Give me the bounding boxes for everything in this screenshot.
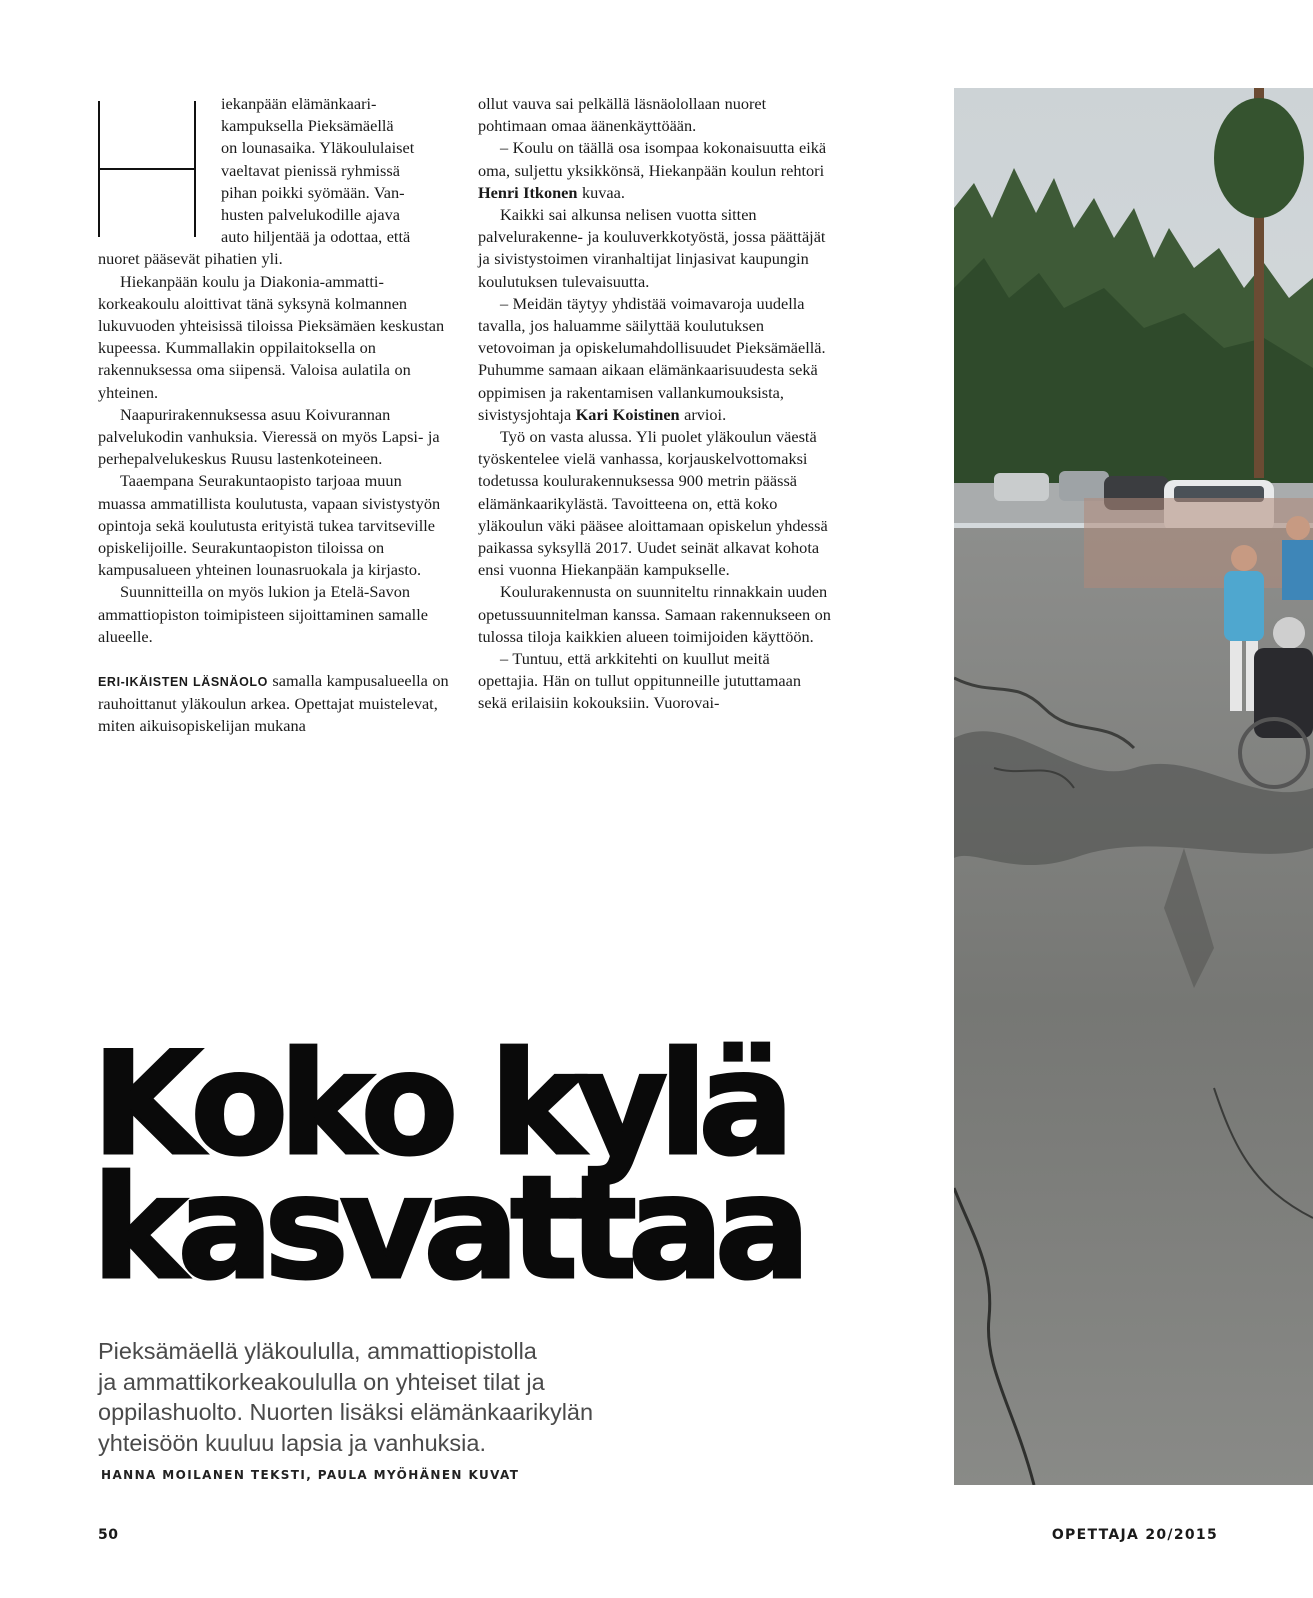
ingress-line: ja ammattikorkeakoululla on yhteiset tilat ja bbox=[98, 1368, 545, 1395]
text-line: iekanpään elämänkaari- bbox=[221, 94, 377, 113]
paragraph-text: – Meidän täytyy yhdistää voimavaroja uudella tavalla, jos haluamme säilyttää koulutuksen vetovoiman ja opiskelumahdollisuudet Pieksämäellä. Puhumme samaan aikaan elämänkaarisuudesta sekä oppimisen ja rakentamisen vallankumouksista, sivistysjohtaja bbox=[478, 293, 826, 424]
page-number: 50 bbox=[98, 1527, 119, 1543]
paragraph: Työ on vasta alussa. Yli puolet yläkoulun väestä työskentelee vielä vanhassa, korjauskelvottomaksi todetussa koulurakennuksessa 900 metrin päässä elämänkaarikylästä. Tavoitteena on, että koko yläkoulun väki pääsee aloittamaan opiskelun yhdessä paikassa syksyllä 2017. Uudet seinät alkavat kohota ensi vuonna Hiekanpään kampukselle. bbox=[478, 427, 828, 580]
paragraph: Koulurakennusta on suunniteltu rinnakkain uuden opetussuunnitelman kanssa. Samaan rakennukseen on tulossa tiloja kaikkien alueen toimijoiden käyttöön. bbox=[478, 582, 831, 646]
paragraph-text: arvioi. bbox=[679, 404, 727, 424]
paragraph: Hiekanpään koulu ja Diakonia-ammattikorkeakoulu aloittivat tänä syksynä kolmannen lukuvuoden yhteisissä tiloissa Pieksämäen keskustan kupeessa. Kummallakin oppilaitoksella on rakennuksessa oma siipensä. Valoisa aulatila on yhteinen. bbox=[98, 271, 445, 402]
paragraph: Naapurirakennuksessa asuu Koivurannan palvelukodin vanhuksia. Vieressä on myös Lapsi- ja perhepalvelukeskus Ruusu lastenkoteineen. bbox=[98, 404, 440, 469]
text-line: vaeltavat pienissä ryhmissä bbox=[221, 160, 400, 180]
paragraph: Taaempana Seurakuntaopisto tarjoaa muun muassa ammatillista koulutusta, vapaan sivistystyön opintoja sekä koulutusta erityistä tukea tarvitseville opiskelijoille. Seurakuntaopiston tiloissa on kampusalueen yhteinen lounasruokala ja kirjasto. bbox=[98, 471, 441, 580]
paragraph: ollut vauva sai pelkällä läsnäolollaan nuoret pohtimaan omaa äänenkäyttöään. bbox=[478, 94, 767, 136]
issue-label: OPETTAJA 20/2015 bbox=[1051, 1527, 1218, 1543]
headline-line: kasvattaa bbox=[92, 1146, 802, 1311]
article-headline bbox=[92, 1022, 802, 1311]
person-name: Henri Itkonen bbox=[478, 182, 578, 202]
paragraph bbox=[478, 293, 834, 426]
text-line: husten palvelukodille ajava bbox=[221, 205, 400, 225]
person-name: Kari Koistinen bbox=[575, 404, 680, 424]
headline-line: Koko kylä bbox=[92, 1022, 786, 1187]
text-line: auto hiljentää ja odottaa, että bbox=[221, 227, 411, 247]
paragraph: Kaikki sai alkunsa nelisen vuotta sitten palvelurakenne- ja kouluverkkotyöstä, jossa päättäjät ja sivistystoimen viranhaltijat linjasivat kaupungin koulutuksen tulevaisuutta. bbox=[478, 205, 826, 291]
paragraph-text: kuvaa. bbox=[577, 182, 625, 202]
paragraph: Suunnitteilla on myös lukion ja Etelä-Savon ammattiopiston toimipisteen sijoittaminen samalle alueelle. bbox=[98, 582, 428, 646]
article-ingress bbox=[98, 1336, 618, 1458]
paragraph bbox=[98, 670, 454, 738]
article-column-1 bbox=[98, 93, 454, 738]
lead-in: ERI-IKÄISTEN LÄSNÄOLO bbox=[98, 675, 268, 690]
paragraph: nuoret pääsevät pihatien yli. bbox=[98, 249, 283, 269]
dropcap-block bbox=[98, 93, 454, 248]
article-photo bbox=[954, 88, 1313, 1485]
byline: HANNA MOILANEN TEKSTI, PAULA MYÖHÄNEN KUVAT bbox=[101, 1468, 520, 1482]
text-line: on lounasaika. Yläkoululaiset bbox=[221, 138, 415, 158]
article-column-2 bbox=[478, 93, 834, 715]
paragraph-text: samalla kampusalueella on rauhoittanut yläkoulun arkea. Opettajat muistelevat, miten aikuisopiskelijan mukana bbox=[98, 671, 449, 736]
photo-illustration bbox=[954, 88, 1313, 1485]
ingress-line: yhteisöön kuuluu lapsia ja vanhuksia. bbox=[98, 1429, 487, 1456]
paragraph-text: – Koulu on täällä osa isompaa kokonaisuutta eikä oma, suljettu yksikkönsä, Hiekanpään koulun rehtori bbox=[478, 138, 827, 180]
ingress-line: Pieksämäellä yläkoululla, ammattiopistolla bbox=[98, 1338, 537, 1364]
paragraph bbox=[478, 137, 834, 204]
dropcap-letter bbox=[98, 97, 198, 237]
text-line: pihan poikki syömään. Van- bbox=[221, 182, 405, 202]
text-line: kampuksella Pieksämäellä bbox=[221, 116, 394, 136]
ingress-line: oppilashuolto. Nuorten lisäksi elämänkaarikylän bbox=[98, 1399, 594, 1425]
paragraph: – Tuntuu, että arkkitehti on kuullut meitä opettajia. Hän on tullut oppitunneille jututtamaan sekä erilaisiin kokouksiin. Vuorovai- bbox=[478, 649, 802, 713]
